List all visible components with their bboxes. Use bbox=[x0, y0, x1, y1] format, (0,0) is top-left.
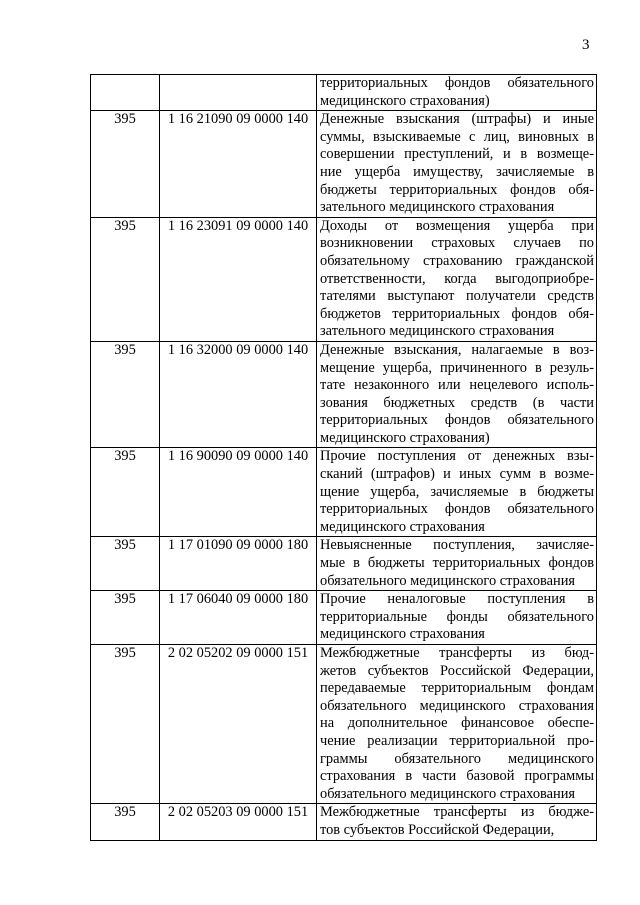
table-row bbox=[91, 111, 597, 218]
description-line: суммы, взыскиваемые с лиц, виновных в bbox=[320, 128, 594, 145]
description-line: медицинского страхования bbox=[320, 518, 485, 535]
revenue-code-cell bbox=[160, 75, 317, 111]
description-line: медицинского страхования) bbox=[320, 429, 490, 446]
revenue-code-cell: 2 02 05203 09 0000 151 bbox=[160, 804, 317, 840]
description-line: ние ущерба имуществу, зачисляемые в bbox=[320, 163, 594, 180]
description-line: территориальных фондов обязательного bbox=[320, 75, 594, 91]
description-line: Прочие поступления от денежных взы- bbox=[320, 448, 594, 465]
revenue-description-cell bbox=[317, 591, 597, 645]
description-line: мые в бюджеты территориальных фондов bbox=[320, 555, 594, 572]
admin-code-cell: 395 bbox=[91, 804, 160, 840]
description-line: передаваемые территориальным фондам bbox=[320, 680, 594, 697]
revenue-description-cell bbox=[317, 645, 597, 804]
description-line: щение ущерба, зачисляемые в бюджеты bbox=[320, 483, 594, 500]
table-row bbox=[91, 537, 597, 591]
description-line: возникновении страховых случаев по bbox=[320, 235, 594, 252]
revenue-code-cell: 1 17 06040 09 0000 180 bbox=[160, 591, 317, 645]
description-line: тате незаконного или нецелевого исполь- bbox=[320, 377, 594, 394]
table-row bbox=[91, 591, 597, 645]
description-line: Межбюджетные трансферты из бюдже- bbox=[320, 804, 594, 821]
description-line: обязательного медицинского страхования bbox=[320, 785, 576, 802]
revenue-description-cell bbox=[317, 75, 597, 111]
revenue-code-cell: 1 16 23091 09 0000 140 bbox=[160, 217, 317, 341]
description-line: Доходы от возмещения ущерба при bbox=[320, 217, 594, 234]
table-row bbox=[91, 448, 597, 537]
table-body bbox=[91, 75, 597, 841]
description-line: жетов субъектов Российской Федерации, bbox=[320, 662, 594, 679]
description-line: на дополнительное финансовое обеспе- bbox=[320, 715, 594, 732]
description-line: Денежные взыскания, налагаемые в воз- bbox=[320, 341, 594, 358]
description-line: страхования в части базовой программы bbox=[320, 768, 594, 785]
admin-code-cell: 395 bbox=[91, 217, 160, 341]
description-line: тов субъектов Российской Федерации, bbox=[320, 821, 555, 838]
admin-code-cell: 395 bbox=[91, 537, 160, 591]
description-line: сканий (штрафов) и иных сумм в возме- bbox=[320, 466, 594, 483]
description-line: тателями выступают получатели средств bbox=[320, 288, 594, 305]
admin-code-cell: 395 bbox=[91, 111, 160, 218]
description-line: обязательного медицинского страхования bbox=[320, 572, 576, 589]
description-line: бюджетов территориальных фондов обя- bbox=[320, 305, 594, 322]
admin-code-cell: 395 bbox=[91, 448, 160, 537]
budget-classification-table bbox=[90, 74, 597, 841]
description-line: обязательному страхованию гражданской bbox=[320, 252, 594, 269]
revenue-description-cell bbox=[317, 537, 597, 591]
description-line: Прочие неналоговые поступления в bbox=[320, 591, 594, 608]
revenue-code-cell: 1 16 90090 09 0000 140 bbox=[160, 448, 317, 537]
revenue-code-cell: 1 16 21090 09 0000 140 bbox=[160, 111, 317, 218]
revenue-description-cell bbox=[317, 217, 597, 341]
table-row bbox=[91, 341, 597, 448]
revenue-description-cell bbox=[317, 341, 597, 448]
description-line: Межбюджетные трансферты из бюд- bbox=[320, 645, 594, 661]
table-row bbox=[91, 217, 597, 341]
description-line: зательного медицинского страхования bbox=[320, 199, 555, 216]
revenue-code-cell: 2 02 05202 09 0000 151 bbox=[160, 645, 317, 804]
description-line: чение реализации территориальной про- bbox=[320, 732, 594, 749]
description-line: мещение ущерба, причиненного в резуль- bbox=[320, 359, 594, 376]
table-row bbox=[91, 75, 597, 111]
revenue-description-cell bbox=[317, 448, 597, 537]
description-line: совершении преступлений, и в возмеще- bbox=[320, 146, 594, 163]
description-line: бюджеты территориальных фондов обя- bbox=[320, 181, 594, 198]
admin-code-cell bbox=[91, 75, 160, 111]
table-row bbox=[91, 645, 597, 804]
description-line: граммы обязательного медицинского bbox=[320, 750, 594, 767]
description-line: территориальные фонды обязательного bbox=[320, 608, 594, 625]
table-row bbox=[91, 804, 597, 840]
description-line: обязательного медицинского страхования bbox=[320, 697, 594, 714]
revenue-description-cell bbox=[317, 111, 597, 218]
description-line: зательного медицинского страхования bbox=[320, 323, 555, 340]
admin-code-cell: 395 bbox=[91, 591, 160, 645]
description-line: территориальных фондов обязательного bbox=[320, 412, 594, 429]
revenue-code-cell: 1 17 01090 09 0000 180 bbox=[160, 537, 317, 591]
description-line: медицинского страхования bbox=[320, 626, 485, 643]
description-line: медицинского страхования) bbox=[320, 92, 490, 109]
page-number: 3 bbox=[582, 37, 590, 53]
description-line: территориальных фондов обязательного bbox=[320, 501, 594, 518]
admin-code-cell: 395 bbox=[91, 645, 160, 804]
description-line: зования бюджетных средств (в части bbox=[320, 394, 594, 411]
admin-code-cell: 395 bbox=[91, 341, 160, 448]
description-line: Невыясненные поступления, зачисляе- bbox=[320, 537, 594, 554]
revenue-description-cell bbox=[317, 804, 597, 840]
revenue-code-cell: 1 16 32000 09 0000 140 bbox=[160, 341, 317, 448]
description-line: ответственности, когда выгодоприобре- bbox=[320, 270, 594, 287]
description-line: Денежные взыскания (штрафы) и иные bbox=[320, 111, 594, 128]
